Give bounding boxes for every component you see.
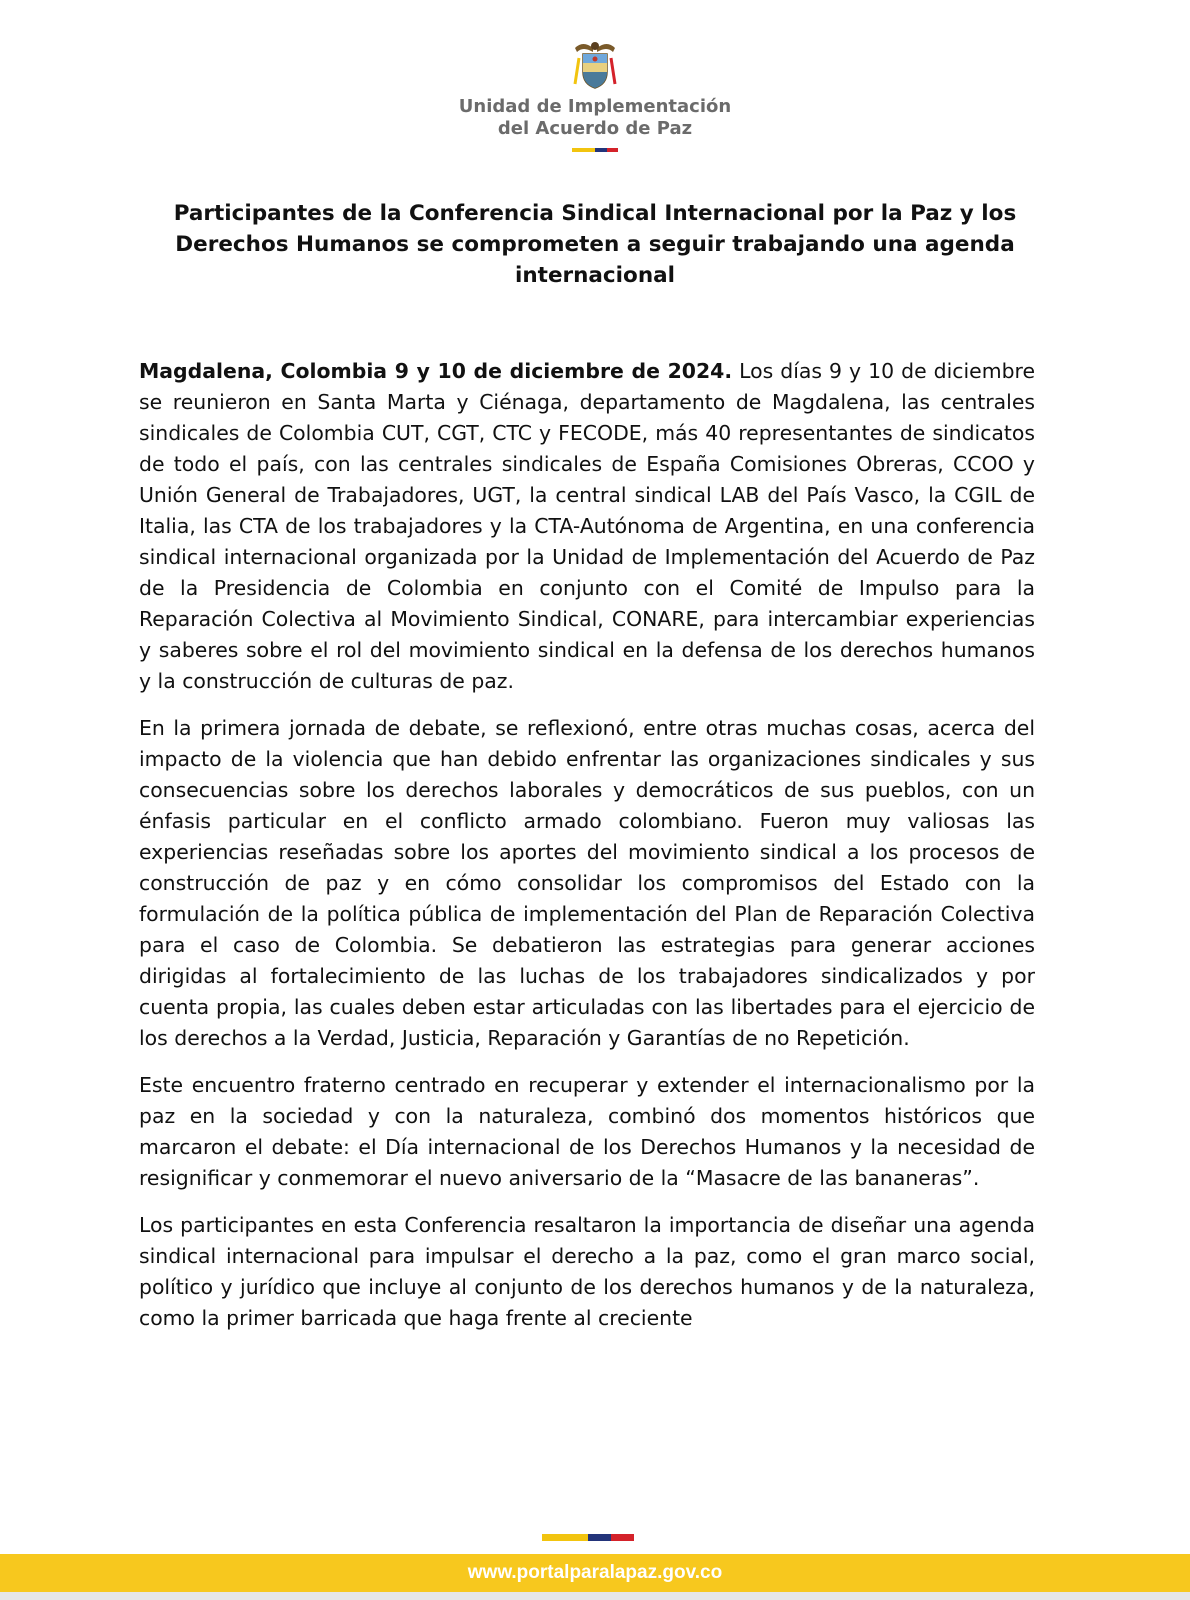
flag-color-bar — [572, 148, 618, 152]
document-body — [139, 356, 1035, 1350]
footer-flag-bar — [542, 1534, 634, 1541]
paragraph-3: Este encuentro fraterno centrado en recuperar y extender el internacionalismo por la paz en la sociedad y con la naturaleza, combinó dos momentos históricos que marcaron el debate: el Día internacional de los Derechos Humanos y la necesidad de resignificar y conmemorar el nuevo aniversario de la “Masacre de las bananeras”. — [139, 1073, 1035, 1190]
paragraph-1-text: Los días 9 y 10 de diciembre se reunieron en Santa Marta y Ciénaga, departamento de Magdalena, las centrales sindicales de Colombia CUT, CGT, CTC y FECODE, más 40 representantes de sindicatos de todo el país, con las centrales sindicales de España Comisiones Obreras, CCOO y Unión General de Trabajadores, UGT, la central sindical LAB del País Vasco, la CGIL de Italia, las CTA de los trabajadores y la CTA-Autónoma de Argentina, en una conferencia sindical internacional organizada por la Unidad de Implementación del Acuerdo de Paz de la Presidencia de Colombia en conjunto con el Comité de Impulso para la Reparación Colectiva al Movimiento Sindical, CONARE, para intercambiar experiencias y saberes sobre el rol del movimiento sindical en la defensa de los derechos humanos y la construcción de culturas de paz. — [139, 359, 1035, 693]
footer-band — [0, 1554, 1190, 1592]
bottom-strip — [0, 1592, 1190, 1600]
colombia-coat-of-arms-icon — [571, 38, 619, 92]
document-title: Participantes de la Conferencia Sindical Internacional por la Paz y los Derechos Humanos se comprometen a seguir trabajando una agenda internacional — [173, 201, 1017, 288]
paragraph-4: Los participantes en esta Conferencia resaltaron la importancia de diseñar una agenda sindical internacional para impulsar el derecho a la paz, como el gran marco social, político y jurídico que incluye al conjunto de los derechos humanos y de la naturaleza, como la primer barricada que haga frente al creciente — [139, 1213, 1035, 1330]
org-name-line-1: Unidad de Implementación — [458, 96, 732, 117]
org-name-line-2: del Acuerdo de Paz — [497, 118, 693, 139]
paragraph-1 — [139, 356, 1035, 697]
letterhead — [0, 38, 1190, 152]
paragraph-lead: Magdalena, Colombia 9 y 10 de diciembre de 2024. — [139, 359, 733, 383]
footer-url[interactable]: www.portalparalapaz.gov.co — [467, 1562, 723, 1583]
org-name — [0, 96, 1190, 140]
paragraph-2: En la primera jornada de debate, se reflexionó, entre otras muchas cosas, acerca del impacto de la violencia que han debido enfrentar las organizaciones sindicales y sus consecuencias sobre los derechos laborales y democráticos de sus pueblos, con un énfasis particular en el conflicto armado colombiano. Fueron muy valiosas las experiencias reseñadas sobre los aportes del movimiento sindical a los procesos de construcción de paz y en cómo consolidar los compromisos del Estado con la formulación de la política pública de implementación del Plan de Reparación Colectiva para el caso de Colombia. Se debatieron las estrategias para generar acciones dirigidas al fortalecimiento de las luchas de los trabajadores sindicalizados y por cuenta propia, las cuales deben estar articuladas con las libertades para el ejercicio de los derechos a la Verdad, Justicia, Reparación y Garantías de no Repetición. — [139, 716, 1035, 1050]
